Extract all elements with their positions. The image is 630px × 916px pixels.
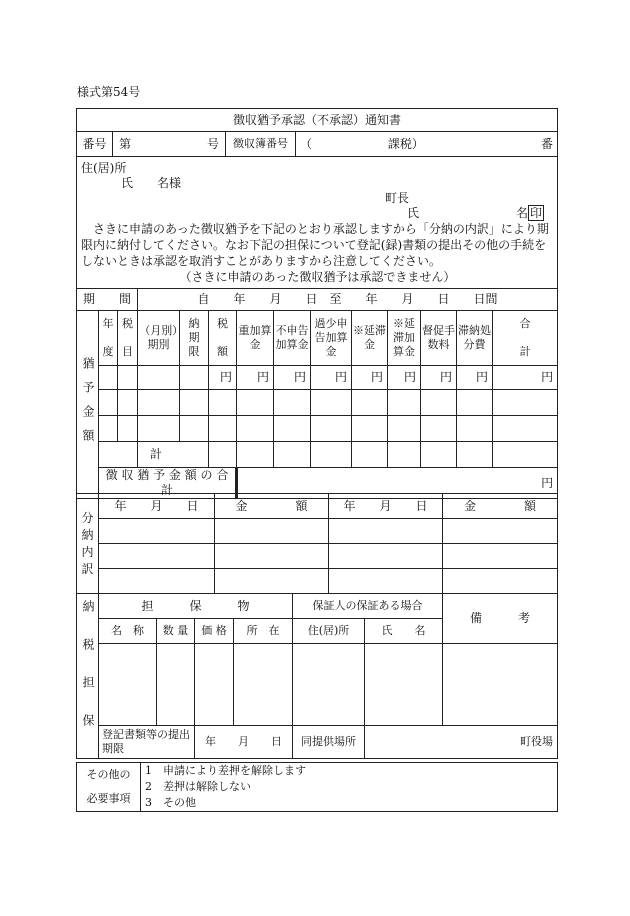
total-yen: 円	[237, 468, 558, 499]
col-nendo	[99, 311, 118, 366]
tanpo-shimei-header: 氏 名	[365, 619, 443, 644]
suryo-header: 数 量	[157, 619, 195, 644]
shozai-header: 所 在	[234, 619, 293, 644]
yen-unit: 円	[457, 366, 493, 390]
tanpo-table	[76, 593, 558, 759]
period-label: 期 間	[77, 289, 138, 311]
col-zeigaku-bottom: 額	[217, 344, 229, 358]
table-row	[77, 644, 558, 726]
period-text: 自 年 月 日 至 年 月 日 日間	[138, 289, 558, 311]
dai-label: 第	[119, 136, 132, 151]
yuyo-table	[76, 288, 558, 499]
bunno-amount-header-2: 金 額	[443, 494, 558, 519]
col-noukigen-top: 納	[188, 317, 200, 331]
col-fushinkoku	[274, 311, 311, 366]
total-label: 徴 収 猶 予 金 額 の 合 計	[99, 468, 237, 499]
col-gokei-top: 合	[519, 317, 531, 331]
col-entai-kasan-text: ※延滞加算金	[393, 317, 416, 358]
other-table	[76, 762, 558, 812]
ban-label: 番	[541, 136, 554, 151]
mei-seal	[516, 206, 544, 221]
col-tokusoku-text: 督促手数料	[422, 324, 456, 351]
table-row	[77, 544, 558, 569]
other-label-2: 必要事項	[86, 792, 131, 805]
col-zeigaku-top: 税	[217, 317, 229, 331]
col-entai	[352, 311, 388, 366]
col-kibetsu	[138, 311, 180, 366]
list-item: 1 申請により差押を解除します	[145, 764, 306, 777]
bunno-table	[76, 493, 558, 594]
yen-unit: 円	[237, 366, 274, 390]
yen-unit: 円	[388, 366, 421, 390]
bunno-amount-header: 金 額	[215, 494, 329, 519]
col-entai-kasan	[388, 311, 421, 366]
form-number: 様式第54号	[77, 85, 141, 99]
col-kasho-text: 過少申告加算金	[314, 317, 348, 358]
toki-date: 年 月 日	[195, 726, 293, 759]
bunno-side-text: 分納内訳	[81, 510, 94, 576]
toki-label: 登記書類等の提出期限	[99, 726, 195, 759]
col-kibetsu-text: （月別）期別	[139, 324, 178, 351]
seal-mark: 印	[530, 206, 543, 220]
col-noukigen-bottom: 限	[188, 344, 200, 358]
col-gokei-bottom: 計	[519, 344, 531, 358]
other-items	[141, 763, 558, 812]
other-label	[77, 763, 141, 812]
paren-open: （	[300, 136, 313, 151]
table-row	[77, 390, 558, 416]
kazei-label: 課税）	[387, 136, 424, 151]
col-jukasan-text: 重加算金	[238, 324, 272, 351]
table-row	[77, 416, 558, 442]
form-title: 徴収猶予承認（不承認）通知書	[77, 109, 558, 132]
mei-label: 名	[516, 206, 529, 220]
col-zeimoku-top: 税	[122, 317, 134, 331]
chocho-label: 町長	[385, 191, 410, 205]
other-label-1: その他の	[86, 768, 131, 781]
col-noukigen: 納 期 限	[180, 311, 209, 366]
col-nendo-top: 年	[102, 317, 114, 331]
kei-label: 計	[138, 442, 209, 468]
notice-body: さきに申請のあった徴収猶予を下記のとおり承認しますから「分納の内訳」により期限内に納付してください。なお下記の担保について登記(録)書類の提出その他の手続をしないときは承認を取消すことがありますから注意してください。	[81, 222, 549, 268]
tanpobutsu-header: 担 保 物	[99, 594, 293, 619]
tanpo-jusho-header: 住(居)所	[293, 619, 365, 644]
col-nendo-bottom: 度	[102, 344, 114, 358]
col-tokusoku	[421, 311, 457, 366]
yakuba-label: 町役場	[365, 726, 558, 759]
yuyo-side-text: 猶予金額	[81, 356, 95, 453]
table-row	[77, 569, 558, 594]
meisho-header: 名 称	[99, 619, 157, 644]
yen-unit: 円	[311, 366, 352, 390]
col-jukasan	[237, 311, 274, 366]
yen-unit: 円	[421, 366, 457, 390]
col-gokei	[493, 311, 558, 366]
bango-value	[113, 132, 226, 157]
address-block	[77, 157, 558, 289]
jusho-label: 住(居)所	[81, 161, 127, 175]
table-row	[77, 366, 558, 390]
chosyubo-label: 徴収簿番号	[226, 132, 296, 157]
yen-unit: 円	[493, 366, 558, 390]
chosyubo-value	[296, 132, 558, 157]
biko-header: 備 考	[443, 594, 558, 644]
tanpo-side-label	[77, 594, 99, 759]
shi-label: 氏	[407, 206, 420, 220]
bango-label: 番号	[77, 132, 113, 157]
col-kasho	[311, 311, 352, 366]
form-header-table	[76, 108, 558, 289]
list-item: 2 差押は解除しない	[145, 780, 251, 793]
col-entai-text: ※延滞金	[353, 324, 387, 351]
col-zeimoku-bottom: 目	[122, 344, 134, 358]
bunno-date-header: 年 月 日	[99, 494, 215, 519]
col-zeimoku	[118, 311, 138, 366]
dokyo-label: 同提供場所	[293, 726, 365, 759]
col-zeigaku	[209, 311, 237, 366]
yen-unit: 円	[274, 366, 311, 390]
col-tainoshobun-text: 滞納処分費	[458, 324, 492, 351]
col-tainoshobun	[457, 311, 493, 366]
yuyo-side-label	[77, 311, 99, 499]
kakaku-header: 価 格	[195, 619, 234, 644]
notice-refusal: （さきに申請のあった徴収猶予は承認できません）	[179, 270, 456, 284]
table-row	[77, 519, 558, 544]
table-row	[77, 442, 558, 468]
shimei-label: 氏 名様	[121, 176, 182, 190]
go-label: 号	[206, 136, 219, 151]
bunno-date-header-2: 年 月 日	[329, 494, 443, 519]
col-fushinkoku-text: 不申告加算金	[275, 324, 309, 351]
yen-unit: 円	[352, 366, 388, 390]
bunno-side-label	[77, 494, 99, 594]
yen-unit: 円	[209, 366, 237, 390]
tanpo-side-text: 納税担保	[81, 600, 95, 752]
hoshonin-header: 保証人の保証ある場合	[293, 594, 443, 619]
list-item: 3 その他	[145, 796, 196, 809]
